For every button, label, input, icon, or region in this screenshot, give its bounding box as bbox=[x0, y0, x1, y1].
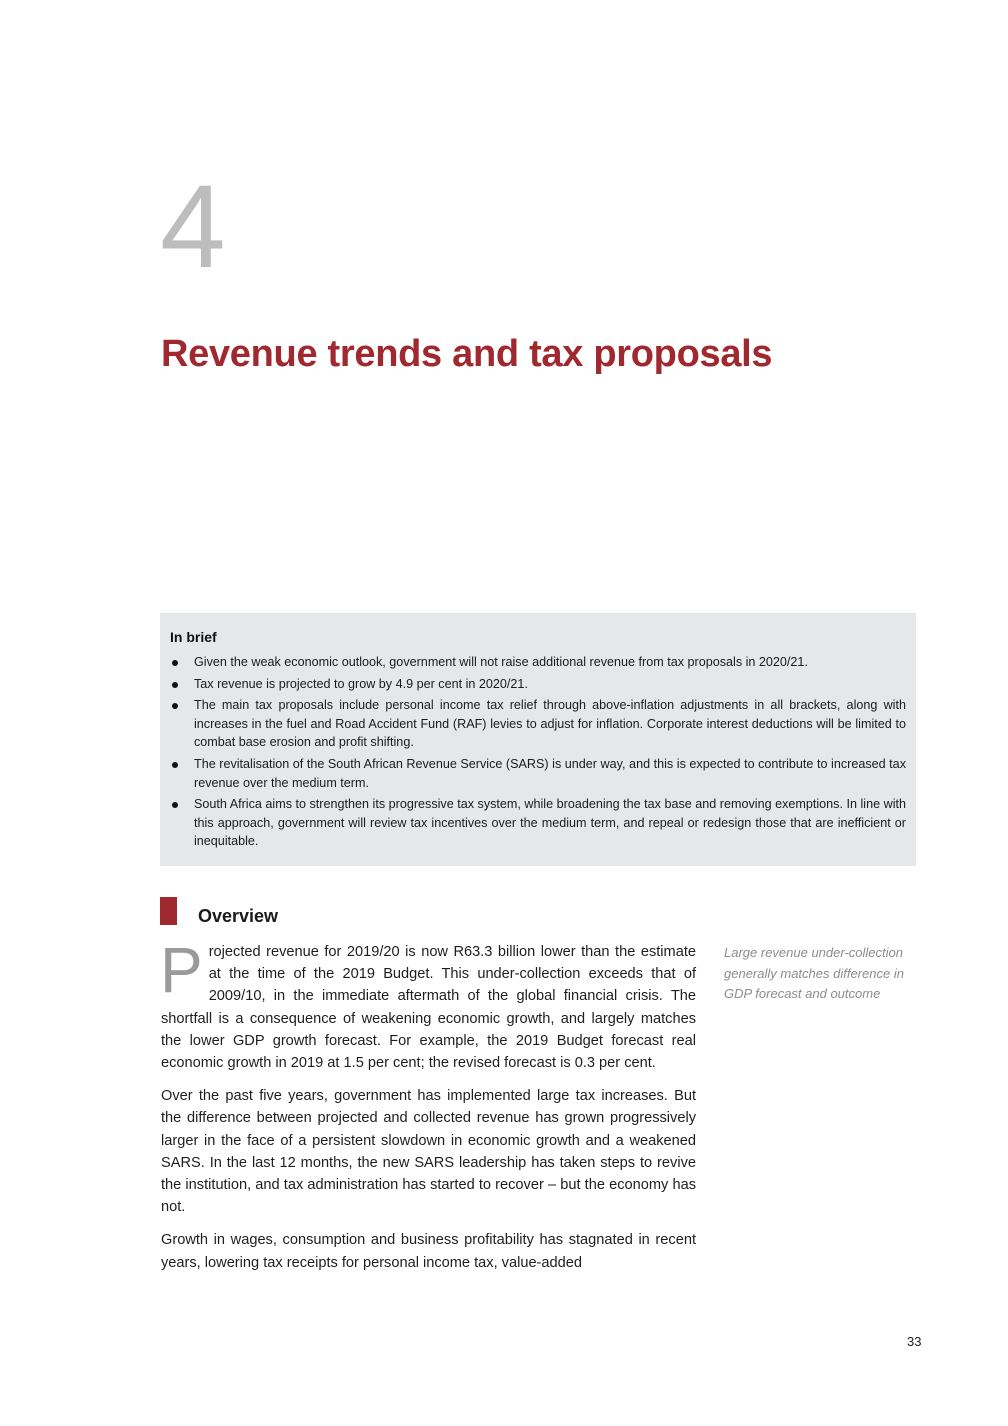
bullet-icon bbox=[172, 762, 178, 768]
section-marker bbox=[160, 897, 177, 925]
body-column bbox=[160, 934, 696, 1285]
in-brief-item-text: Given the weak economic outlook, government will not raise additional revenue from tax proposals in 2020/21. bbox=[194, 655, 808, 669]
drop-cap: P bbox=[160, 934, 203, 1006]
overview-paragraph-1 bbox=[160, 934, 696, 1074]
in-brief-list bbox=[170, 653, 906, 851]
in-brief-item bbox=[170, 795, 906, 851]
overview-paragraph-3: Growth in wages, consumption and business profitability has stagnated in recent years, lowering tax receipts for personal income tax, value-added bbox=[161, 1232, 696, 1271]
in-brief-item bbox=[170, 653, 906, 672]
in-brief-item-text: South Africa aims to strengthen its progressive tax system, while broadening the tax base and removing exemptions. In line with this approach, government will review tax incentives over the medium term, and repeal or redesign those that are inefficient or inequitable. bbox=[194, 797, 906, 849]
in-brief-item bbox=[170, 755, 906, 792]
overview-paragraph-2: Over the past five years, government has implemented large tax increases. But the difference between projected and collected revenue has grown progressively larger in the face of a persistent slowdown in economic growth and a weakened SARS. In the last 12 months, the new SARS leadership has taken steps to revive the institution, and tax administration has started to recover – but the economy has not. bbox=[161, 1088, 696, 1216]
in-brief-heading: In brief bbox=[170, 629, 217, 645]
in-brief-box bbox=[160, 613, 916, 866]
margin-note: Large revenue under-collection generally matches difference in GDP forecast and outcome bbox=[724, 945, 904, 1001]
in-brief-item-text: The main tax proposals include personal income tax relief through above-inflation adjustments in all brackets, along with increases in the fuel and Road Accident Fund (RAF) levies to adjust for inflation. Corporate interest deductions will be limited to combat base erosion and profit shifting. bbox=[194, 698, 906, 750]
in-brief-item-text: Tax revenue is projected to grow by 4.9 per cent in 2020/21. bbox=[194, 676, 528, 691]
page-number: 33 bbox=[907, 1334, 922, 1349]
in-brief-item-text: The revitalisation of the South African Revenue Service (SARS) is under way, and this is expected to contribute to increased tax revenue over the medium term. bbox=[194, 756, 906, 790]
in-brief-item bbox=[170, 675, 906, 694]
bullet-icon bbox=[172, 682, 178, 688]
bullet-icon bbox=[172, 703, 178, 709]
bullet-icon bbox=[172, 802, 178, 808]
overview-heading: Overview bbox=[198, 906, 279, 926]
bullet-icon bbox=[172, 660, 178, 666]
chapter-title: Revenue trends and tax proposals bbox=[161, 333, 773, 375]
chapter-number: 4 bbox=[160, 161, 224, 293]
in-brief-item bbox=[170, 696, 906, 752]
overview-paragraph-1-text: rojected revenue for 2019/20 is now R63.3 billion lower than the estimate at the time of the 2019 Budget. This under-collection exceeds that of 2009/10, in the immediate aftermath of the global financial crisis. The shortfall is a consequence of weakening economic growth, and largely matches the lower GDP growth forecast. For example, the 2019 Budget forecast real economic growth in 2019 at 1.5 per cent; the revised forecast is 0.3 per cent. bbox=[161, 944, 696, 1072]
